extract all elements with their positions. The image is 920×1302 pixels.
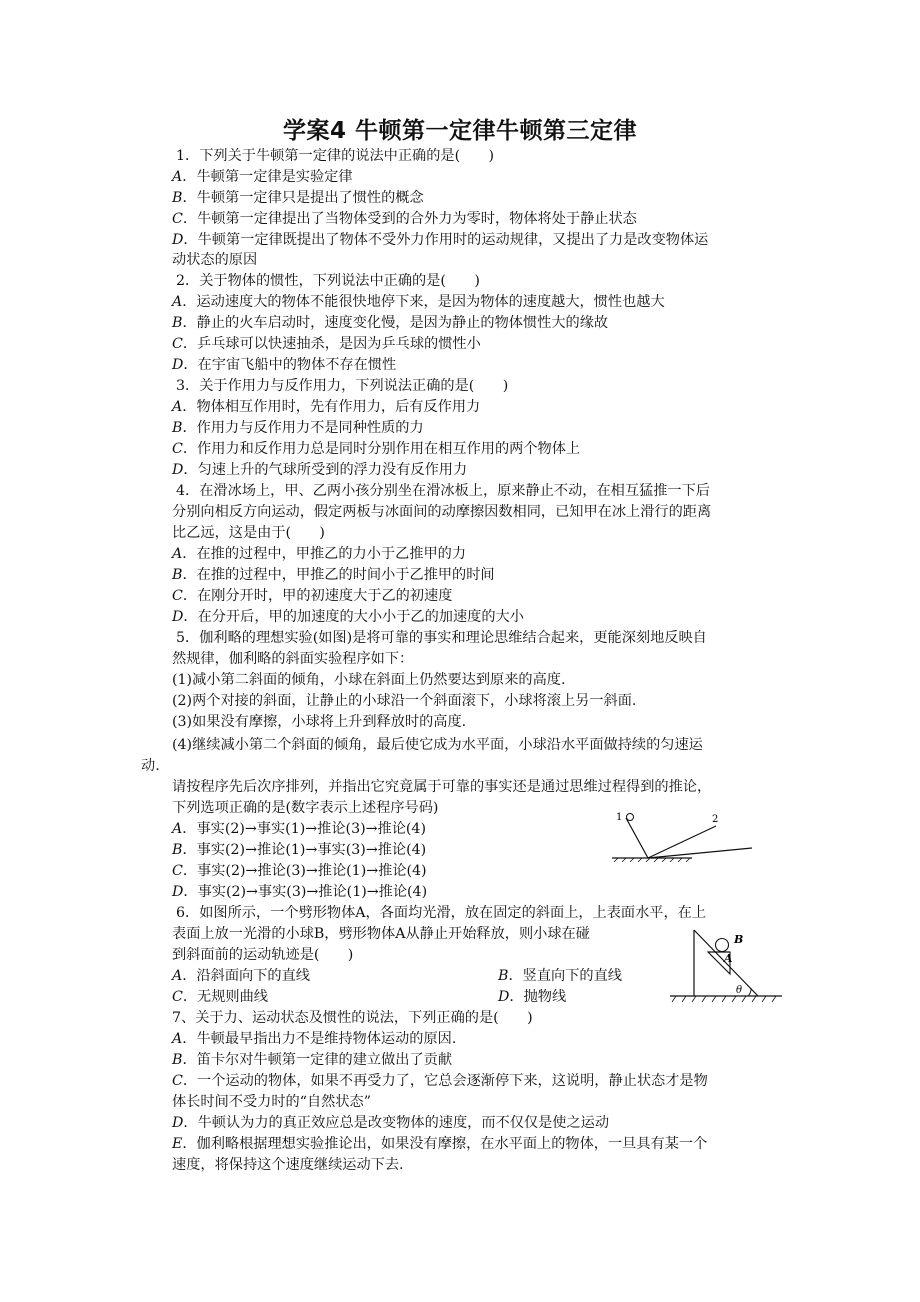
q6-stem-line1: 6．如图所示，一个劈形物体A，各面均光滑，放在固定的斜面上，上表面水平，在上 bbox=[176, 905, 707, 921]
fig-label-a: A bbox=[724, 952, 733, 965]
q5-step-1: (1)减小第二斜面的倾角，小球在斜面上仍然要达到原来的高度. bbox=[172, 672, 566, 688]
q5-option-a: A．事实(2)→事实(1)→推论(3)→推论(4) bbox=[172, 821, 426, 837]
q2-option-a: A．运动速度大的物体不能很快地停下来，是因为物体的速度越大，惯性也越大 bbox=[172, 294, 665, 310]
q6-option-c: C．无规则曲线 bbox=[172, 989, 268, 1005]
q7-option-c-cont: 体长时间不受力时的“自然状态” bbox=[172, 1094, 371, 1110]
q2-stem: 2．关于物体的惯性，下列说法中正确的是( ) bbox=[176, 273, 480, 289]
q4-option-d: D．在分开后，甲的加速度的大小小于乙的加速度的大小 bbox=[172, 609, 524, 625]
q4-option-a: A．在推的过程中，甲推乙的力小于乙推甲的力 bbox=[172, 546, 467, 562]
q5-step-3: (3)如果没有摩擦，小球将上升到释放时的高度. bbox=[172, 714, 467, 730]
q6-option-d: D．抛物线 bbox=[498, 989, 567, 1005]
q1-option-b: B．牛顿第一定律只是提出了惯性的概念 bbox=[172, 190, 424, 206]
page-title: 学案4 牛顿第一定律牛顿第三定律 bbox=[282, 118, 637, 144]
q5-stem-line1: 5．伽利略的理想实验(如图)是将可靠的事实和理论思维结合起来，更能深刻地反映自 bbox=[176, 630, 707, 646]
q6-option-a: A．沿斜面向下的直线 bbox=[172, 968, 310, 984]
q7-option-d: D．牛顿认为力的真正效应总是改变物体的速度，而不仅仅是使之运动 bbox=[172, 1115, 610, 1131]
q3-option-c: C．作用力和反作用力总是同时分别作用在相互作用的两个物体上 bbox=[172, 441, 581, 457]
q6-stem-line2: 表面上放一光滑的小球B，劈形物体A从静止开始释放，则小球在碰 bbox=[172, 926, 590, 942]
q4-stem-line3: 比乙远，这是由于( ) bbox=[172, 525, 325, 541]
q1-option-d: D．牛顿第一定律既提出了物体不受外力作用时的运动规律，又提出了力是改变物体运 bbox=[172, 232, 709, 248]
q1-option-d-cont: 动状态的原因 bbox=[172, 252, 258, 268]
q5-step-4-cont: 动. bbox=[141, 758, 160, 774]
q4-option-c: C．在刚分开时，甲的初速度大于乙的初速度 bbox=[172, 588, 453, 604]
wedge-incline-figure bbox=[668, 926, 784, 1004]
q3-option-d: D．匀速上升的气球所受到的浮力没有反作用力 bbox=[172, 462, 468, 478]
q4-stem-line1: 4．在滑冰场上，甲、乙两小孩分别坐在滑冰板上，原来静止不动，在相互猛推一下后 bbox=[176, 483, 710, 499]
q2-option-d: D．在宇宙飞船中的物体不存在惯性 bbox=[172, 357, 397, 373]
fig-label-b: B bbox=[734, 933, 744, 946]
q7-option-e: E．伽利略根据理想实验推论出，如果没有摩擦，在水平面上的物体，一旦具有某一个 bbox=[172, 1136, 708, 1152]
q5-ask-line2: 下列选项正确的是(数字表示上述程序号码) bbox=[172, 800, 439, 816]
q6-option-b: B．竖直向下的直线 bbox=[498, 968, 622, 984]
q3-stem: 3．关于作用力与反作用力，下列说法正确的是( ) bbox=[176, 378, 509, 394]
q6-stem-line3: 到斜面前的运动轨迹是( ) bbox=[172, 947, 354, 963]
fig-label-theta: θ bbox=[736, 985, 743, 996]
q5-step-2: (2)两个对接的斜面，让静止的小球沿一个斜面滚下，小球将滚上另一斜面. bbox=[172, 693, 637, 709]
q5-option-d: D．事实(2)→事实(3)→推论(1)→推论(4) bbox=[172, 884, 428, 900]
q4-stem-line2: 分别向相反方向运动，假定两板与冰面间的动摩擦因数相同，已知甲在冰上滑行的距离 bbox=[172, 504, 712, 520]
q5-step-4: (4)继续减小第二个斜面的倾角，最后使它成为水平面，小球沿水平面做持续的匀速运 bbox=[172, 737, 703, 753]
q4-option-b: B．在推的过程中，甲推乙的时间小于乙推甲的时间 bbox=[172, 567, 495, 583]
q7-option-a: A．牛顿最早指出力不是维持物体运动的原因. bbox=[172, 1031, 457, 1047]
q5-option-c: C．事实(2)→推论(3)→推论(1)→推论(4) bbox=[172, 863, 427, 879]
q5-option-b: B．事实(2)→推论(1)→事实(3)→推论(4) bbox=[172, 842, 427, 858]
q1-option-a: A．牛顿第一定律是实验定律 bbox=[172, 169, 353, 185]
q2-option-b: B．静止的火车启动时，速度变化慢，是因为静止的物体惯性大的缘故 bbox=[172, 315, 609, 331]
q2-option-c: C．乒乓球可以快速抽杀，是因为乒乓球的惯性小 bbox=[172, 336, 481, 352]
q1-option-c: C．牛顿第一定律提出了当物体受到的合外力为零时，物体将处于静止状态 bbox=[172, 211, 637, 227]
q5-ask-line1: 请按程序先后次序排列，并指出它究竟属于可靠的事实还是通过思维过程得到的推论， bbox=[172, 779, 712, 795]
q3-option-a: A．物体相互作用时，先有作用力，后有反作用力 bbox=[172, 399, 481, 415]
fig-label-2: 2 bbox=[712, 814, 719, 825]
galileo-incline-figure bbox=[612, 806, 762, 862]
q7-stem: 7、关于力、运动状态及惯性的说法，下列正确的是( ) bbox=[172, 1010, 533, 1026]
q3-option-b: B．作用力与反作用力不是同种性质的力 bbox=[172, 420, 424, 436]
q7-option-c: C．一个运动的物体，如果不再受力了，它总会逐渐停下来，这说明，静止状态才是物 bbox=[172, 1073, 708, 1089]
q1-stem: 1．下列关于牛顿第一定律的说法中正确的是( ) bbox=[176, 148, 495, 164]
q7-option-b: B．笛卡尔对牛顿第一定律的建立做出了贡献 bbox=[172, 1052, 453, 1068]
q7-option-e-cont: 速度，将保持这个速度继续运动下去. bbox=[172, 1157, 404, 1173]
q5-stem-line2: 然规律，伽利略的斜面实验程序如下： bbox=[172, 651, 414, 667]
fig-label-1: 1 bbox=[616, 812, 623, 823]
